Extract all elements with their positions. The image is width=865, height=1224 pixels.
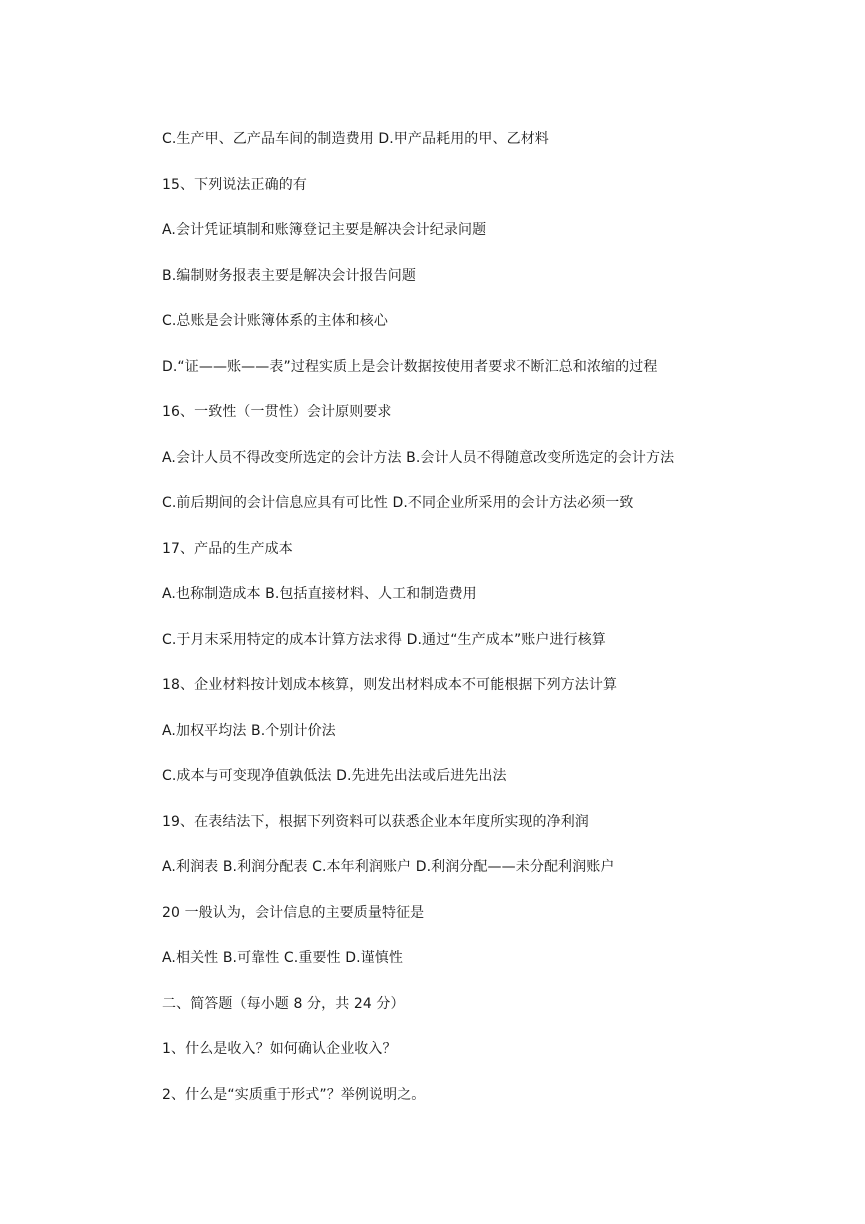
question-18: 18、企业材料按计划成本核算，则发出材料成本不可能根据下列方法计算 — [162, 677, 618, 693]
option-line-15-c: C.总账是会计账簿体系的主体和核心 — [162, 313, 388, 329]
question-16: 16、一致性（一贯性）会计原则要求 — [162, 404, 392, 420]
option-line-16-ab: A.会计人员不得改变所选定的会计方法 B.会计人员不得随意改变所选定的会计方法 — [162, 450, 675, 466]
option-line-15-d: D.“证——账——表”过程实质上是会计数据按使用者要求不断汇总和浓缩的过程 — [162, 359, 658, 375]
option-line-17-ab: A.也称制造成本 B.包括直接材料、人工和制造费用 — [162, 586, 477, 602]
option-line-18-cd: C.成本与可变现净值孰低法 D.先进先出法或后进先出法 — [162, 768, 507, 784]
option-line-16-cd: C.前后期间的会计信息应具有可比性 D.不同企业所采用的会计方法必须一致 — [162, 495, 634, 511]
option-line-15-b: B.编制财务报表主要是解决会计报告问题 — [162, 268, 416, 284]
question-20: 20 一般认为，会计信息的主要质量特征是 — [162, 905, 425, 921]
short-answer-question-1: 1、什么是收入？如何确认企业收入？ — [162, 1041, 397, 1057]
section-heading-short-answer: 二、简答题（每小题 8 分，共 24 分） — [162, 996, 405, 1012]
option-line-17-cd: C.于月末采用特定的成本计算方法求得 D.通过“生产成本”账户进行核算 — [162, 632, 606, 648]
option-line-19: A.利润表 B.利润分配表 C.本年利润账户 D.利润分配——未分配利润账户 — [162, 859, 615, 875]
short-answer-question-2: 2、什么是“实质重于形式”？举例说明之。 — [162, 1087, 426, 1103]
question-15: 15、下列说法正确的有 — [162, 177, 307, 193]
option-line-20: A.相关性 B.可靠性 C.重要性 D.谨慎性 — [162, 950, 403, 966]
option-line-14-cd: C.生产甲、乙产品车间的制造费用 D.甲产品耗用的甲、乙材料 — [162, 131, 549, 147]
option-line-15-a: A.会计凭证填制和账簿登记主要是解决会计纪录问题 — [162, 222, 487, 238]
question-17: 17、产品的生产成本 — [162, 541, 293, 557]
option-line-18-ab: A.加权平均法 B.个别计价法 — [162, 723, 336, 739]
question-19: 19、在表结法下，根据下列资料可以获悉企业本年度所实现的净利润 — [162, 814, 589, 830]
